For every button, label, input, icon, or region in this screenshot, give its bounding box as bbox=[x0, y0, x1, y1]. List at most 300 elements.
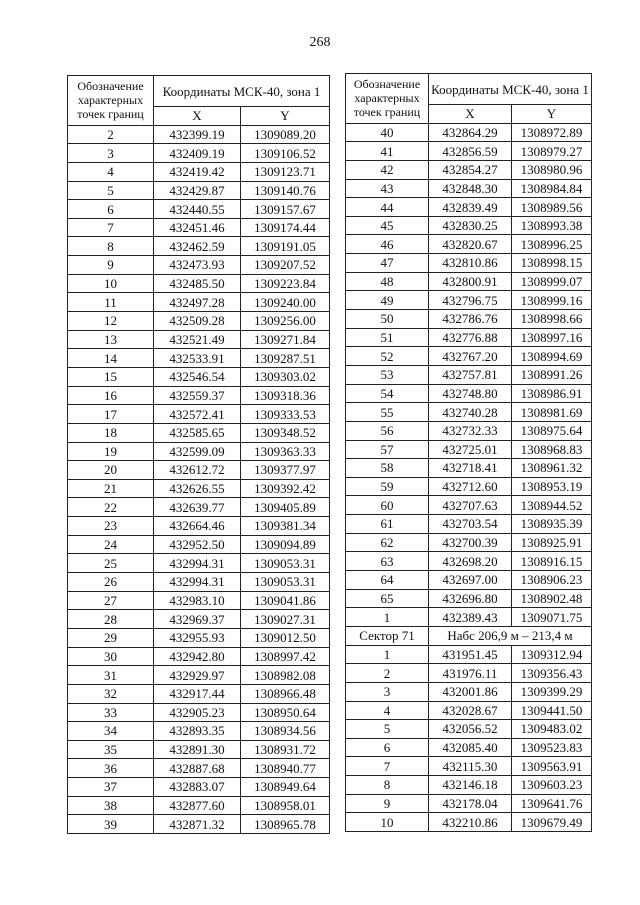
point-number: 54 bbox=[346, 384, 429, 403]
x-coordinate: 432409.19 bbox=[154, 144, 241, 163]
point-number: 18 bbox=[68, 423, 154, 442]
x-coordinate: 432767.20 bbox=[429, 347, 512, 366]
y-coordinate: 1309303.02 bbox=[241, 367, 330, 386]
y-coordinate: 1309399.29 bbox=[512, 682, 592, 701]
point-number: 26 bbox=[68, 573, 154, 592]
y-coordinate: 1309392.42 bbox=[241, 479, 330, 498]
x-coordinate: 432740.28 bbox=[429, 403, 512, 422]
x-coordinate: 432697.00 bbox=[429, 571, 512, 590]
point-number: 42 bbox=[346, 160, 429, 179]
y-coordinate: 1309071.75 bbox=[512, 608, 592, 627]
y-coordinate: 1309363.33 bbox=[241, 442, 330, 461]
point-number: 37 bbox=[68, 778, 154, 797]
y-coordinate: 1308902.48 bbox=[512, 589, 592, 608]
table-row bbox=[68, 274, 330, 293]
y-coordinate: 1308997.16 bbox=[512, 328, 592, 347]
x-coordinate: 432810.86 bbox=[429, 254, 512, 273]
point-number: 2 bbox=[68, 125, 154, 144]
point-number: 59 bbox=[346, 477, 429, 496]
point-number: 13 bbox=[68, 330, 154, 349]
x-coordinate: 432917.44 bbox=[154, 684, 241, 703]
table-row bbox=[68, 684, 330, 703]
point-number: 15 bbox=[68, 367, 154, 386]
sector-row bbox=[346, 626, 592, 645]
table-row bbox=[346, 645, 592, 664]
y-coordinate: 1308935.39 bbox=[512, 515, 592, 534]
x-coordinate: 432786.76 bbox=[429, 310, 512, 329]
y-coordinate: 1308950.64 bbox=[241, 703, 330, 722]
y-column-header: Y bbox=[512, 105, 592, 124]
y-coordinate: 1309041.86 bbox=[241, 591, 330, 610]
x-coordinate: 432883.07 bbox=[154, 778, 241, 797]
x-coordinate: 432854.27 bbox=[429, 160, 512, 179]
x-coordinate: 432440.55 bbox=[154, 200, 241, 219]
x-coordinate: 432389.43 bbox=[429, 608, 512, 627]
table-row bbox=[346, 794, 592, 813]
y-coordinate: 1308999.07 bbox=[512, 272, 592, 291]
point-number: 35 bbox=[68, 740, 154, 759]
table-row bbox=[346, 421, 592, 440]
y-coordinate: 1308986.91 bbox=[512, 384, 592, 403]
y-coordinate: 1308994.69 bbox=[512, 347, 592, 366]
x-coordinate: 432820.67 bbox=[429, 235, 512, 254]
point-number: 49 bbox=[346, 291, 429, 310]
coordinates-table-right bbox=[345, 73, 592, 832]
table-row bbox=[346, 272, 592, 291]
point-number: 55 bbox=[346, 403, 429, 422]
y-coordinate: 1309523.83 bbox=[512, 738, 592, 757]
table-row bbox=[346, 160, 592, 179]
point-number: 2 bbox=[346, 664, 429, 683]
x-coordinate: 432509.28 bbox=[154, 312, 241, 331]
x-coordinate: 432399.19 bbox=[154, 125, 241, 144]
x-coordinate: 432776.88 bbox=[429, 328, 512, 347]
y-coordinate: 1308966.48 bbox=[241, 684, 330, 703]
y-coordinate: 1309348.52 bbox=[241, 423, 330, 442]
table-row bbox=[68, 218, 330, 237]
x-coordinate: 432429.87 bbox=[154, 181, 241, 200]
y-coordinate: 1309140.76 bbox=[241, 181, 330, 200]
table-row bbox=[346, 496, 592, 515]
table-row bbox=[68, 666, 330, 685]
y-coordinate: 1309089.20 bbox=[241, 125, 330, 144]
y-coordinate: 1308991.26 bbox=[512, 365, 592, 384]
point-number: 20 bbox=[68, 461, 154, 480]
x-coordinate: 432871.32 bbox=[154, 815, 241, 834]
point-number: 36 bbox=[68, 759, 154, 778]
y-coordinate: 1308993.38 bbox=[512, 216, 592, 235]
table-row bbox=[68, 796, 330, 815]
x-coordinate: 432462.59 bbox=[154, 237, 241, 256]
x-coordinate: 432703.54 bbox=[429, 515, 512, 534]
point-number: 8 bbox=[68, 237, 154, 256]
x-coordinate: 432451.46 bbox=[154, 218, 241, 237]
point-number: 33 bbox=[68, 703, 154, 722]
y-coordinate: 1309483.02 bbox=[512, 720, 592, 739]
y-coordinate: 1309679.49 bbox=[512, 813, 592, 832]
table-row bbox=[346, 477, 592, 496]
table-row bbox=[68, 517, 330, 536]
table-row bbox=[346, 720, 592, 739]
point-number: 12 bbox=[68, 312, 154, 331]
point-number: 24 bbox=[68, 535, 154, 554]
point-number: 17 bbox=[68, 405, 154, 424]
table-row bbox=[68, 256, 330, 275]
point-number: 44 bbox=[346, 198, 429, 217]
table-row bbox=[68, 237, 330, 256]
table-row bbox=[346, 776, 592, 795]
point-number: 62 bbox=[346, 533, 429, 552]
x-coordinate: 432800.91 bbox=[429, 272, 512, 291]
y-coordinate: 1308944.52 bbox=[512, 496, 592, 515]
x-coordinate: 432001.86 bbox=[429, 682, 512, 701]
y-coordinate: 1308997.42 bbox=[241, 647, 330, 666]
y-coordinate: 1308949.64 bbox=[241, 778, 330, 797]
y-coordinate: 1308953.19 bbox=[512, 477, 592, 496]
x-coordinate: 432905.23 bbox=[154, 703, 241, 722]
x-coordinate: 432725.01 bbox=[429, 440, 512, 459]
sector-range: Набс 206,9 м – 213,4 м bbox=[429, 626, 592, 645]
table-row bbox=[346, 254, 592, 273]
x-coordinate: 431951.45 bbox=[429, 645, 512, 664]
table-row bbox=[346, 459, 592, 478]
point-number: 38 bbox=[68, 796, 154, 815]
point-number: 28 bbox=[68, 610, 154, 629]
x-coordinate: 432983.10 bbox=[154, 591, 241, 610]
y-coordinate: 1308982.08 bbox=[241, 666, 330, 685]
x-coordinate: 432748.80 bbox=[429, 384, 512, 403]
x-coordinate: 432732.33 bbox=[429, 421, 512, 440]
y-coordinate: 1309207.52 bbox=[241, 256, 330, 275]
point-number: 56 bbox=[346, 421, 429, 440]
point-number: 46 bbox=[346, 235, 429, 254]
point-number: 29 bbox=[68, 628, 154, 647]
x-coordinate: 432572.41 bbox=[154, 405, 241, 424]
point-number: 6 bbox=[68, 200, 154, 219]
x-coordinate: 432639.77 bbox=[154, 498, 241, 517]
y-coordinate: 1308906.23 bbox=[512, 571, 592, 590]
y-coordinate: 1308916.15 bbox=[512, 552, 592, 571]
point-number: 32 bbox=[68, 684, 154, 703]
x-coordinate: 432599.09 bbox=[154, 442, 241, 461]
y-coordinate: 1309027.31 bbox=[241, 610, 330, 629]
point-number: 41 bbox=[346, 142, 429, 161]
y-coordinate: 1308999.16 bbox=[512, 291, 592, 310]
table-row bbox=[68, 610, 330, 629]
point-number: 52 bbox=[346, 347, 429, 366]
point-number: 64 bbox=[346, 571, 429, 590]
point-number: 43 bbox=[346, 179, 429, 198]
point-number: 7 bbox=[68, 218, 154, 237]
x-coordinate: 432626.55 bbox=[154, 479, 241, 498]
y-coordinate: 1308934.56 bbox=[241, 722, 330, 741]
table-row bbox=[346, 198, 592, 217]
x-coordinate: 432559.37 bbox=[154, 386, 241, 405]
point-number: 25 bbox=[68, 554, 154, 573]
y-coordinate: 1309106.52 bbox=[241, 144, 330, 163]
point-number: 57 bbox=[346, 440, 429, 459]
x-coordinate: 432473.93 bbox=[154, 256, 241, 275]
x-coordinate: 432707.63 bbox=[429, 496, 512, 515]
x-coordinate: 432757.81 bbox=[429, 365, 512, 384]
table-row bbox=[346, 328, 592, 347]
table-row bbox=[346, 440, 592, 459]
x-coordinate: 432718.41 bbox=[429, 459, 512, 478]
y-coordinate: 1308925.91 bbox=[512, 533, 592, 552]
x-coordinate: 432969.37 bbox=[154, 610, 241, 629]
page-number: 268 bbox=[309, 35, 331, 50]
point-number: 39 bbox=[68, 815, 154, 834]
y-coordinate: 1309312.94 bbox=[512, 645, 592, 664]
table-row bbox=[68, 386, 330, 405]
x-coordinate: 432485.50 bbox=[154, 274, 241, 293]
y-coordinate: 1308998.15 bbox=[512, 254, 592, 273]
table-row bbox=[346, 179, 592, 198]
x-coordinate: 432796.75 bbox=[429, 291, 512, 310]
table-row bbox=[68, 181, 330, 200]
point-number: 5 bbox=[68, 181, 154, 200]
x-coordinate: 432893.35 bbox=[154, 722, 241, 741]
coords-group-header: Координаты МСК-40, зона 1 bbox=[154, 76, 330, 107]
point-number: 9 bbox=[68, 256, 154, 275]
table-row bbox=[68, 349, 330, 368]
x-column-header: X bbox=[154, 107, 241, 126]
table-row bbox=[68, 312, 330, 331]
x-coordinate: 432700.39 bbox=[429, 533, 512, 552]
point-number: 61 bbox=[346, 515, 429, 534]
point-number: 63 bbox=[346, 552, 429, 571]
point-number: 34 bbox=[68, 722, 154, 741]
table-row bbox=[68, 573, 330, 592]
x-coordinate: 431976.11 bbox=[429, 664, 512, 683]
x-coordinate: 432952.50 bbox=[154, 535, 241, 554]
table-row bbox=[68, 778, 330, 797]
x-coordinate: 432864.29 bbox=[429, 123, 512, 142]
table-row bbox=[346, 571, 592, 590]
table-row bbox=[68, 815, 330, 834]
table-row bbox=[68, 740, 330, 759]
x-coordinate: 432856.59 bbox=[429, 142, 512, 161]
point-number: 8 bbox=[346, 776, 429, 795]
table-row bbox=[68, 591, 330, 610]
point-number: 27 bbox=[68, 591, 154, 610]
point-number: 5 bbox=[346, 720, 429, 739]
x-coordinate: 432955.93 bbox=[154, 628, 241, 647]
y-coordinate: 1309123.71 bbox=[241, 162, 330, 181]
x-coordinate: 432994.31 bbox=[154, 573, 241, 592]
x-coordinate: 432115.30 bbox=[429, 757, 512, 776]
y-coordinate: 1309223.84 bbox=[241, 274, 330, 293]
y-coordinate: 1309053.31 bbox=[241, 573, 330, 592]
point-number: 3 bbox=[346, 682, 429, 701]
x-coordinate: 432891.30 bbox=[154, 740, 241, 759]
point-number: 31 bbox=[68, 666, 154, 685]
y-coordinate: 1309012.50 bbox=[241, 628, 330, 647]
y-coordinate: 1309333.53 bbox=[241, 405, 330, 424]
table-row bbox=[346, 403, 592, 422]
point-number: 47 bbox=[346, 254, 429, 273]
y-coordinate: 1308958.01 bbox=[241, 796, 330, 815]
table-row bbox=[68, 535, 330, 554]
table-row bbox=[68, 144, 330, 163]
table-row bbox=[346, 235, 592, 254]
y-coordinate: 1309053.31 bbox=[241, 554, 330, 573]
point-number: 10 bbox=[346, 813, 429, 832]
table-row bbox=[346, 142, 592, 161]
table-row bbox=[346, 123, 592, 142]
y-coordinate: 1308980.96 bbox=[512, 160, 592, 179]
x-coordinate: 432696.80 bbox=[429, 589, 512, 608]
x-coordinate: 432877.60 bbox=[154, 796, 241, 815]
y-coordinate: 1308996.25 bbox=[512, 235, 592, 254]
y-coordinate: 1308989.56 bbox=[512, 198, 592, 217]
table-row bbox=[68, 330, 330, 349]
y-coordinate: 1308972.89 bbox=[512, 123, 592, 142]
point-number: 3 bbox=[68, 144, 154, 163]
x-coordinate: 432028.67 bbox=[429, 701, 512, 720]
y-coordinate: 1309641.76 bbox=[512, 794, 592, 813]
table-row bbox=[68, 293, 330, 312]
x-coordinate: 432830.25 bbox=[429, 216, 512, 235]
x-coordinate: 432942.80 bbox=[154, 647, 241, 666]
x-column-header: X bbox=[429, 105, 512, 124]
point-number: 11 bbox=[68, 293, 154, 312]
x-coordinate: 432848.30 bbox=[429, 179, 512, 198]
x-coordinate: 432210.86 bbox=[429, 813, 512, 832]
table-row bbox=[68, 405, 330, 424]
x-coordinate: 432521.49 bbox=[154, 330, 241, 349]
table-row bbox=[346, 310, 592, 329]
y-coordinate: 1308975.64 bbox=[512, 421, 592, 440]
point-number: 19 bbox=[68, 442, 154, 461]
x-coordinate: 432419.42 bbox=[154, 162, 241, 181]
table-row bbox=[68, 554, 330, 573]
x-coordinate: 432056.52 bbox=[429, 720, 512, 739]
point-number: 51 bbox=[346, 328, 429, 347]
y-coordinate: 1309405.89 bbox=[241, 498, 330, 517]
table-row bbox=[346, 216, 592, 235]
y-column-header: Y bbox=[241, 107, 330, 126]
point-number: 10 bbox=[68, 274, 154, 293]
point-number: 14 bbox=[68, 349, 154, 368]
point-number: 23 bbox=[68, 517, 154, 536]
y-coordinate: 1308998.66 bbox=[512, 310, 592, 329]
table-row bbox=[68, 423, 330, 442]
table-row bbox=[346, 608, 592, 627]
table-row bbox=[346, 738, 592, 757]
point-number: 48 bbox=[346, 272, 429, 291]
table-row bbox=[68, 479, 330, 498]
point-number: 4 bbox=[346, 701, 429, 720]
point-number: 1 bbox=[346, 608, 429, 627]
table-row bbox=[346, 347, 592, 366]
table-row bbox=[346, 384, 592, 403]
table-row bbox=[68, 498, 330, 517]
point-number: 9 bbox=[346, 794, 429, 813]
table-row bbox=[346, 664, 592, 683]
x-coordinate: 432612.72 bbox=[154, 461, 241, 480]
table-row bbox=[346, 552, 592, 571]
y-coordinate: 1308940.77 bbox=[241, 759, 330, 778]
x-coordinate: 432085.40 bbox=[429, 738, 512, 757]
x-coordinate: 432497.28 bbox=[154, 293, 241, 312]
point-number: 60 bbox=[346, 496, 429, 515]
y-coordinate: 1309441.50 bbox=[512, 701, 592, 720]
table-row bbox=[346, 365, 592, 384]
point-number: 22 bbox=[68, 498, 154, 517]
y-coordinate: 1309603.23 bbox=[512, 776, 592, 795]
table-row bbox=[68, 722, 330, 741]
y-coordinate: 1309174.44 bbox=[241, 218, 330, 237]
table-row bbox=[346, 757, 592, 776]
point-number: 53 bbox=[346, 365, 429, 384]
table-row bbox=[346, 813, 592, 832]
point-number: 16 bbox=[68, 386, 154, 405]
x-coordinate: 432839.49 bbox=[429, 198, 512, 217]
x-coordinate: 432585.65 bbox=[154, 423, 241, 442]
table-row bbox=[68, 200, 330, 219]
x-coordinate: 432146.18 bbox=[429, 776, 512, 795]
y-coordinate: 1309094.89 bbox=[241, 535, 330, 554]
y-coordinate: 1308979.27 bbox=[512, 142, 592, 161]
point-number: 45 bbox=[346, 216, 429, 235]
table-row bbox=[346, 682, 592, 701]
x-coordinate: 432929.97 bbox=[154, 666, 241, 685]
point-number: 4 bbox=[68, 162, 154, 181]
point-number: 1 bbox=[346, 645, 429, 664]
point-column-header: Обозначение характерных точек границ bbox=[68, 76, 154, 126]
y-coordinate: 1308984.84 bbox=[512, 179, 592, 198]
y-coordinate: 1309157.67 bbox=[241, 200, 330, 219]
point-number: 21 bbox=[68, 479, 154, 498]
x-coordinate: 432664.46 bbox=[154, 517, 241, 536]
y-coordinate: 1309256.00 bbox=[241, 312, 330, 331]
table-row bbox=[68, 162, 330, 181]
table-row bbox=[68, 703, 330, 722]
table-row bbox=[346, 515, 592, 534]
sector-label: Сектор 71 bbox=[346, 626, 429, 645]
y-coordinate: 1309287.51 bbox=[241, 349, 330, 368]
x-coordinate: 432712.60 bbox=[429, 477, 512, 496]
point-column-header: Обозначение характерных точек границ bbox=[346, 74, 429, 124]
table-row bbox=[68, 628, 330, 647]
y-coordinate: 1309377.97 bbox=[241, 461, 330, 480]
point-number: 40 bbox=[346, 123, 429, 142]
y-coordinate: 1309356.43 bbox=[512, 664, 592, 683]
table-row bbox=[346, 589, 592, 608]
table-row bbox=[68, 759, 330, 778]
y-coordinate: 1308931.72 bbox=[241, 740, 330, 759]
y-coordinate: 1309271.84 bbox=[241, 330, 330, 349]
x-coordinate: 432178.04 bbox=[429, 794, 512, 813]
y-coordinate: 1309563.91 bbox=[512, 757, 592, 776]
point-number: 7 bbox=[346, 757, 429, 776]
y-coordinate: 1309191.05 bbox=[241, 237, 330, 256]
x-coordinate: 432698.20 bbox=[429, 552, 512, 571]
table-row bbox=[346, 533, 592, 552]
table-row bbox=[68, 442, 330, 461]
x-coordinate: 432546.54 bbox=[154, 367, 241, 386]
table-row bbox=[68, 647, 330, 666]
y-coordinate: 1308968.83 bbox=[512, 440, 592, 459]
y-coordinate: 1309318.36 bbox=[241, 386, 330, 405]
point-number: 30 bbox=[68, 647, 154, 666]
x-coordinate: 432994.31 bbox=[154, 554, 241, 573]
y-coordinate: 1309240.00 bbox=[241, 293, 330, 312]
y-coordinate: 1308961.32 bbox=[512, 459, 592, 478]
coordinates-table-left bbox=[67, 75, 330, 834]
table-row bbox=[68, 461, 330, 480]
